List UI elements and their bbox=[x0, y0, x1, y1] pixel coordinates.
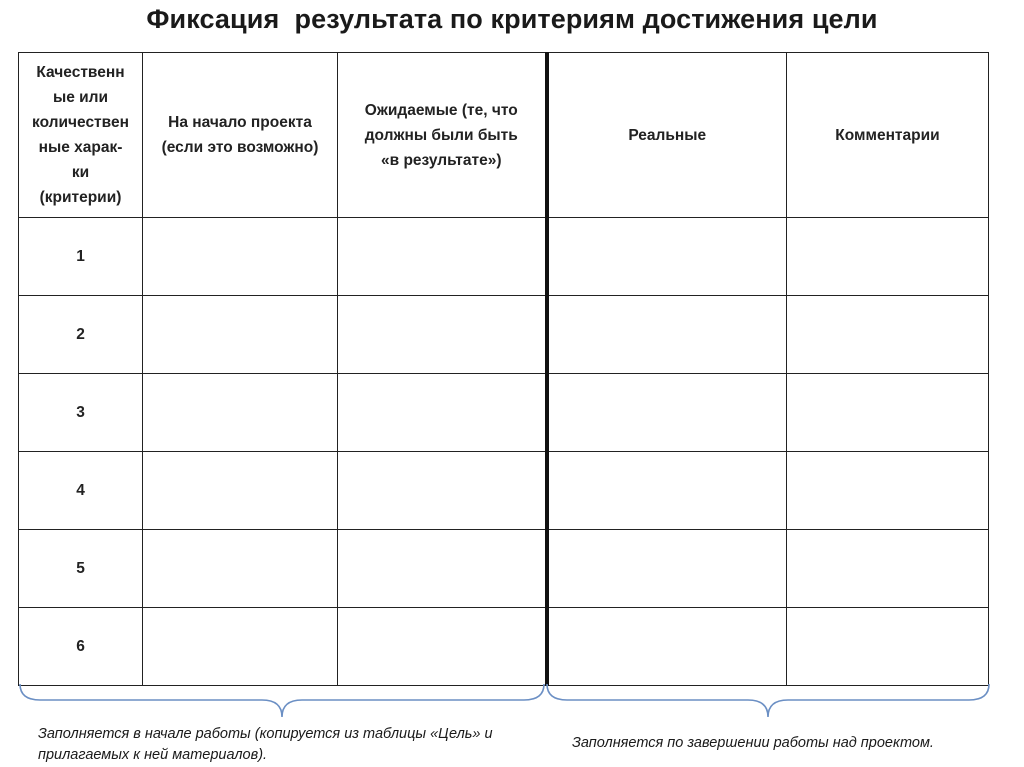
cell-project-start[interactable] bbox=[143, 608, 338, 686]
row-number: 4 bbox=[19, 452, 143, 530]
cell-expected[interactable] bbox=[338, 530, 547, 608]
page-title: Фиксация результата по критериям достижения цели bbox=[146, 4, 878, 34]
table-header-row bbox=[19, 53, 989, 218]
table-row bbox=[19, 530, 989, 608]
note-end-of-work: Заполняется по завершении работы над проектом. bbox=[572, 735, 934, 751]
note-start-of-work: Заполняется в начале работы (копируется из таблицы «Цель» и прилагаемых к ней материалов). bbox=[38, 726, 493, 763]
cell-expected[interactable] bbox=[338, 374, 547, 452]
cell-actual[interactable] bbox=[547, 374, 787, 452]
row-number: 1 bbox=[19, 218, 143, 296]
row-number: 6 bbox=[19, 608, 143, 686]
table-row bbox=[19, 374, 989, 452]
row-number: 2 bbox=[19, 296, 143, 374]
cell-expected[interactable] bbox=[338, 296, 547, 374]
cell-project-start[interactable] bbox=[143, 296, 338, 374]
cell-project-start[interactable] bbox=[143, 218, 338, 296]
cell-actual[interactable] bbox=[547, 530, 787, 608]
cell-project-start[interactable] bbox=[143, 452, 338, 530]
cell-actual[interactable] bbox=[547, 452, 787, 530]
cell-comments[interactable] bbox=[787, 296, 989, 374]
header-comments: Комментарии bbox=[787, 53, 989, 218]
criteria-table bbox=[18, 52, 989, 686]
cell-expected[interactable] bbox=[338, 452, 547, 530]
cell-project-start[interactable] bbox=[143, 374, 338, 452]
cell-comments[interactable] bbox=[787, 218, 989, 296]
table-row bbox=[19, 608, 989, 686]
table-row bbox=[19, 296, 989, 374]
table-row bbox=[19, 452, 989, 530]
cell-comments[interactable] bbox=[787, 530, 989, 608]
cell-comments[interactable] bbox=[787, 608, 989, 686]
header-criteria: Качественн ые или количествен ные харак- ки (критерии) bbox=[19, 53, 143, 218]
header-expected: Ожидаемые (те, что должны были быть «в результате») bbox=[338, 53, 547, 218]
cell-comments[interactable] bbox=[787, 452, 989, 530]
cell-comments[interactable] bbox=[787, 374, 989, 452]
left-brace bbox=[20, 684, 544, 717]
table-row bbox=[19, 218, 989, 296]
header-actual: Реальные bbox=[547, 53, 787, 218]
cell-actual[interactable] bbox=[547, 296, 787, 374]
header-project-start: На начало проекта (если это возможно) bbox=[143, 53, 338, 218]
row-number: 3 bbox=[19, 374, 143, 452]
row-number: 5 bbox=[19, 530, 143, 608]
cell-actual[interactable] bbox=[547, 218, 787, 296]
cell-expected[interactable] bbox=[338, 218, 547, 296]
right-brace bbox=[547, 684, 989, 717]
cell-project-start[interactable] bbox=[143, 530, 338, 608]
cell-actual[interactable] bbox=[547, 608, 787, 686]
cell-expected[interactable] bbox=[338, 608, 547, 686]
